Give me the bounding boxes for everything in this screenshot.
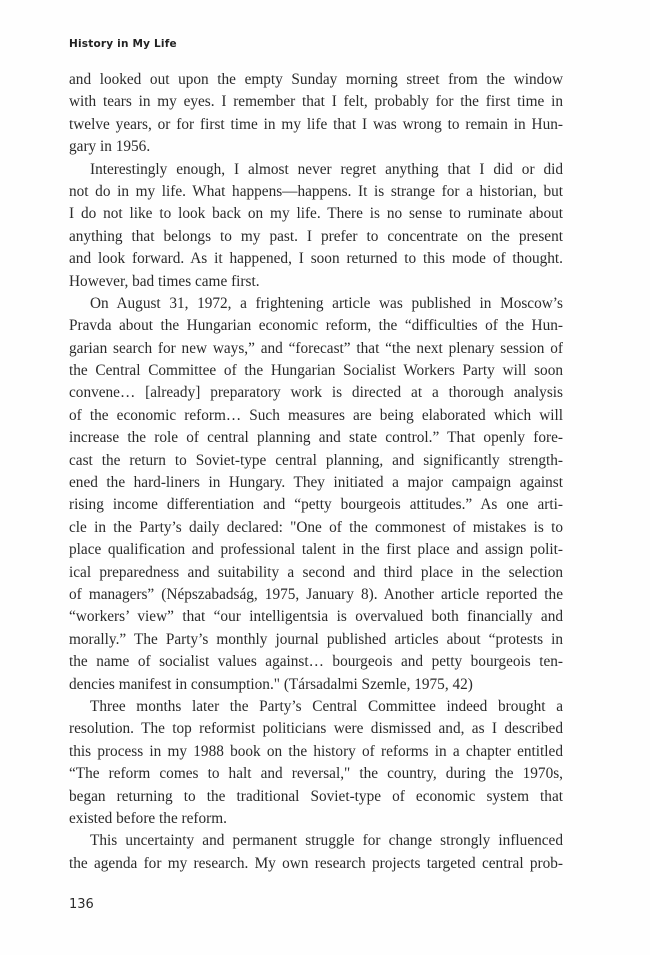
- running-head: History in My Life: [69, 38, 177, 50]
- text-line: Interestingly enough, I almost never regret anything that I did or did: [90, 160, 563, 178]
- text-line: ened the hard-liners in Hungary. They initiated a major campaign against: [69, 474, 563, 492]
- text-line: cle in the Party’s daily declared: "One of the commonest of mistakes is to: [69, 518, 563, 536]
- text-line: and looked out upon the empty Sunday morning street from the window: [69, 71, 563, 88]
- text-line: of managers” (Népszabadság, 1975, January 8). Another article reported the: [69, 585, 563, 603]
- text-line: the Central Committee of the Hungarian Socialist Workers Party will soon: [69, 362, 563, 380]
- text-line: resolution. The top reformist politicians were dismissed and, as I described: [69, 720, 563, 738]
- text-line: of the economic reform… Such measures are being elaborated which will: [69, 406, 563, 424]
- text-line: cast the return to Soviet-type central planning, and significantly strength-: [69, 451, 563, 469]
- text-line: I do not like to look back on my life. There is no sense to ruminate about: [69, 205, 563, 223]
- text-line: “The reform comes to halt and reversal," the country, during the 1970s,: [69, 765, 563, 783]
- text-line: place qualification and professional talent in the first place and assign polit-: [69, 541, 563, 559]
- text-line: On August 31, 1972, a frightening article was published in Moscow’s: [90, 294, 563, 312]
- text-line: the name of socialist values against… bourgeois and petty bourgeois ten-: [69, 653, 563, 671]
- text-line: Three months later the Party’s Central Committee indeed brought a: [90, 697, 563, 715]
- text-line: anything that belongs to my past. I prefer to concentrate on the present: [69, 227, 563, 245]
- text-line: garian search for new ways,” and “forecast” that “the next plenary session of: [69, 339, 563, 357]
- text-line: Pravda about the Hungarian economic reform, the “difficulties of the Hun-: [69, 317, 563, 335]
- page-number: 136: [69, 897, 94, 912]
- text-line: and look forward. As it happened, I soon returned to this mode of thought.: [69, 250, 563, 268]
- body-text: [69, 69, 563, 875]
- text-line: ical preparedness and suitability a second and third place in the selection: [69, 563, 563, 581]
- text-line: with tears in my eyes. I remember that I felt, probably for the first time in: [69, 93, 563, 111]
- text-line: increase the role of central planning and state control.” That openly fore-: [69, 429, 563, 447]
- text-line: the agenda for my research. My own research projects targeted central prob-: [69, 854, 563, 872]
- text-line: morally.” The Party’s monthly journal published articles about “protests in: [69, 630, 563, 648]
- text-line: began returning to the traditional Soviet-type of economic system that: [69, 787, 563, 805]
- text-line: However, bad times came first.: [69, 272, 260, 290]
- text-line: not do in my life. What happens—happens. It is strange for a historian, but: [69, 182, 563, 200]
- text-line: gary in 1956.: [69, 138, 151, 156]
- text-line: dencies manifest in consumption." (Társadalmi Szemle, 1975, 42): [69, 675, 473, 693]
- text-line: rising income differentiation and “petty bourgeois attitudes.” As one arti-: [69, 496, 563, 514]
- text-line: This uncertainty and permanent struggle for change strongly influenced: [90, 832, 563, 850]
- text-line: existed before the reform.: [69, 809, 227, 827]
- text-line: twelve years, or for first time in my life that I was wrong to remain in Hun-: [69, 115, 563, 133]
- text-line: this process in my 1988 book on the history of reforms in a chapter entitled: [69, 742, 563, 760]
- text-line: convene… [already] preparatory work is directed at a thorough analysis: [69, 384, 563, 402]
- text-line: “workers’ view” that “our intelligentsia is overvalued both financially and: [69, 608, 563, 626]
